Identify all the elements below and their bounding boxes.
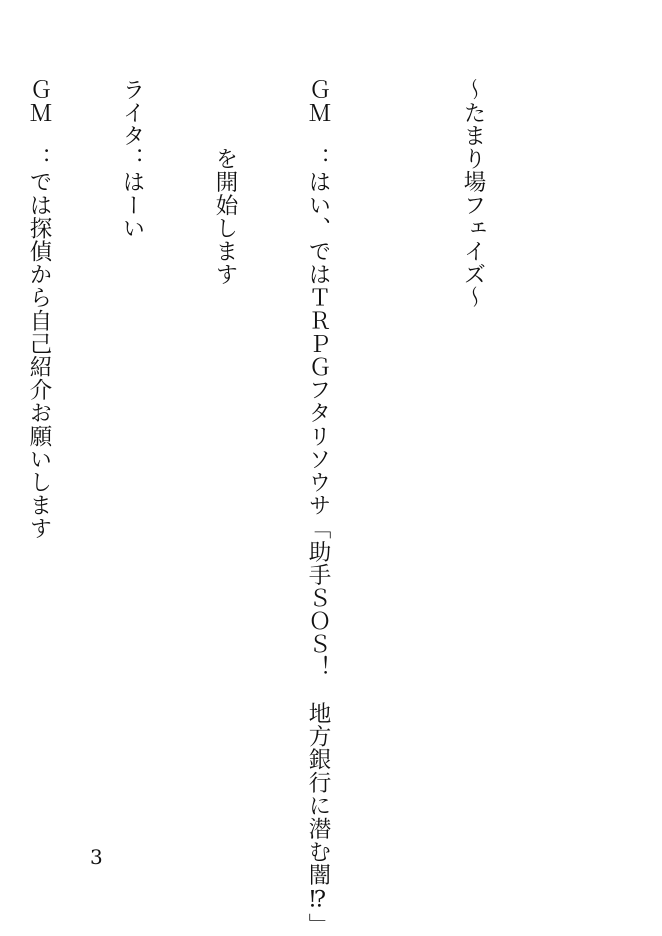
dialogue-line: ＧＭ ：はい、ではＴＲＰＧフタリソウサ「助手ＳＯＳ！ 地方銀行に潜む闇⁉」 [305,78,331,936]
section-heading: 〜たまり場フェイズ〜 [460,78,486,309]
dialogue-line: を開始します [212,78,238,286]
dialogue-line: ＧＭ ：では探偵から自己紹介お願いします [26,78,52,540]
dialogue-line: ライタ：はーい [119,78,145,240]
vertical-text-body [26,78,550,936]
page-number: 3 [90,845,103,869]
